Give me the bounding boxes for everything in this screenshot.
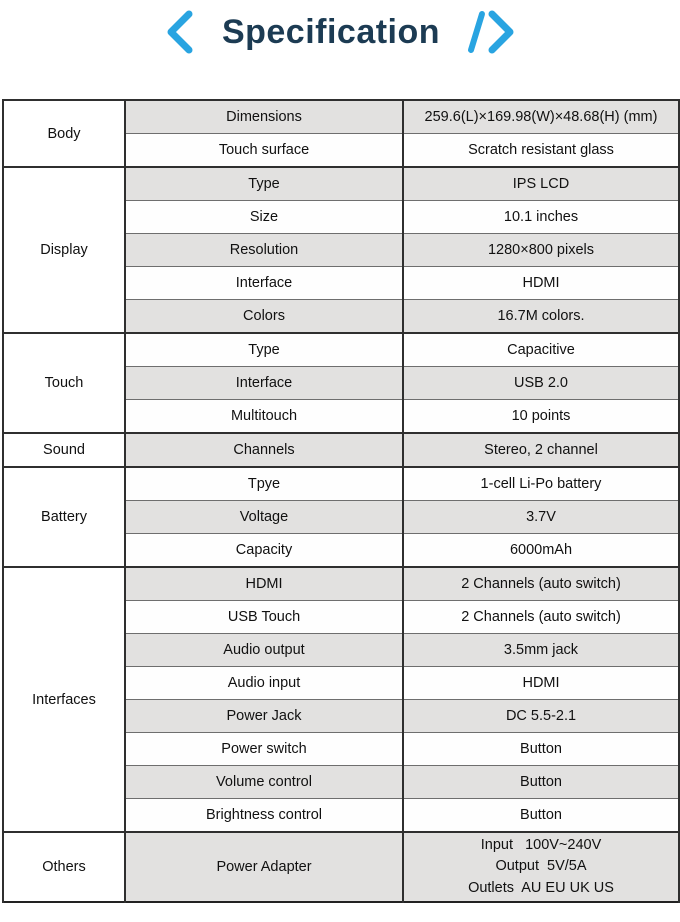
value-cell: Button	[403, 733, 679, 766]
property-cell: Interface	[125, 267, 403, 300]
table-row	[3, 333, 679, 367]
value-cell: 3.5mm jack	[403, 634, 679, 667]
property-cell: Multitouch	[125, 400, 403, 434]
value-cell: 1280×800 pixels	[403, 234, 679, 267]
property-cell: Power switch	[125, 733, 403, 766]
category-cell-interfaces: Interfaces	[3, 567, 125, 832]
property-cell: USB Touch	[125, 601, 403, 634]
specification-table	[2, 99, 680, 903]
property-cell: Audio output	[125, 634, 403, 667]
property-cell: Power Jack	[125, 700, 403, 733]
value-line: Outlets AU EU UK US	[468, 879, 614, 896]
property-cell: Audio input	[125, 667, 403, 700]
property-cell: Dimensions	[125, 100, 403, 134]
property-cell: Touch surface	[125, 134, 403, 168]
value-cell: 16.7M colors.	[403, 300, 679, 334]
value-cell: Button	[403, 799, 679, 833]
code-slash-chevron-icon	[466, 8, 518, 61]
category-cell-others: Others	[3, 832, 125, 902]
value-cell: 10.1 inches	[403, 201, 679, 234]
page-title: Specification	[221, 13, 441, 51]
value-cell: 2 Channels (auto switch)	[403, 567, 679, 601]
value-cell: 259.6(L)×169.98(W)×48.68(H) (mm)	[403, 100, 679, 134]
chevron-left-icon	[162, 8, 196, 61]
property-cell: Type	[125, 167, 403, 201]
property-cell: Brightness control	[125, 799, 403, 833]
property-cell: Colors	[125, 300, 403, 334]
value-cell: HDMI	[403, 667, 679, 700]
property-cell: HDMI	[125, 567, 403, 601]
value-cell: 2 Channels (auto switch)	[403, 601, 679, 634]
category-cell-display: Display	[3, 167, 125, 333]
value-cell: Stereo, 2 channel	[403, 433, 679, 467]
value-cell-power-adapter	[403, 832, 679, 902]
category-cell-battery: Battery	[3, 467, 125, 567]
property-cell: Power Adapter	[125, 832, 403, 902]
value-cell: IPS LCD	[403, 167, 679, 201]
property-cell: Size	[125, 201, 403, 234]
property-cell: Type	[125, 333, 403, 367]
value-cell: 3.7V	[403, 501, 679, 534]
table-row	[3, 832, 679, 902]
value-cell: USB 2.0	[403, 367, 679, 400]
property-cell: Tpye	[125, 467, 403, 501]
value-cell: HDMI	[403, 267, 679, 300]
category-cell-touch: Touch	[3, 333, 125, 433]
value-cell: 10 points	[403, 400, 679, 434]
property-cell: Volume control	[125, 766, 403, 799]
value-line: Output 5V/5A	[495, 858, 587, 875]
value-cell: Button	[403, 766, 679, 799]
value-cell: DC 5.5-2.1	[403, 700, 679, 733]
property-cell: Channels	[125, 433, 403, 467]
property-cell: Capacity	[125, 534, 403, 568]
page-header	[0, 0, 680, 62]
property-cell: Voltage	[125, 501, 403, 534]
table-row	[3, 167, 679, 201]
value-cell: 1-cell Li-Po battery	[403, 467, 679, 501]
category-cell-sound: Sound	[3, 433, 125, 467]
category-cell-body: Body	[3, 100, 125, 167]
value-line: Input 100V~240V	[480, 837, 602, 854]
table-row	[3, 433, 679, 467]
property-cell: Resolution	[125, 234, 403, 267]
value-cell: Scratch resistant glass	[403, 134, 679, 168]
table-row	[3, 567, 679, 601]
table-row	[3, 467, 679, 501]
value-cell: 6000mAh	[403, 534, 679, 568]
table-row	[3, 100, 679, 134]
property-cell: Interface	[125, 367, 403, 400]
value-cell: Capacitive	[403, 333, 679, 367]
